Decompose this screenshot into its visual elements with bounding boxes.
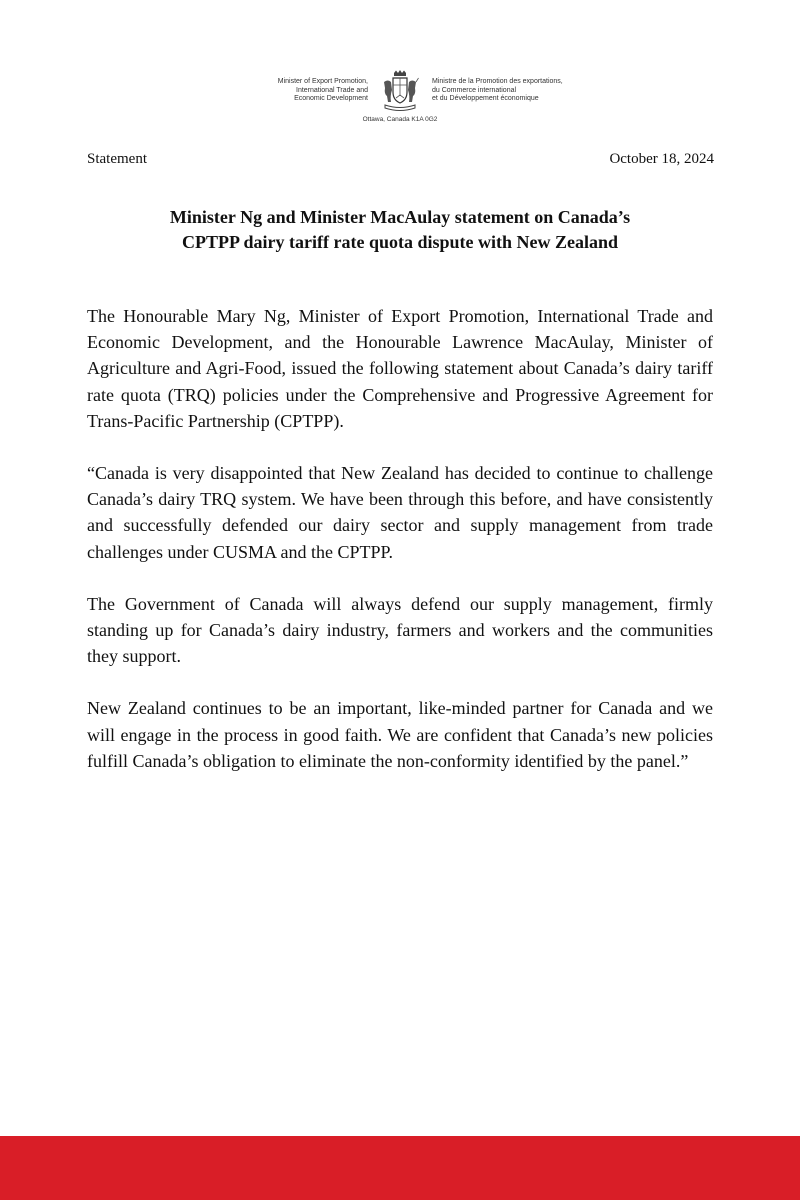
- letterhead-address: Ottawa, Canada K1A 0G2: [362, 116, 438, 123]
- body-paragraph-1: The Honourable Mary Ng, Minister of Export Promotion, International Trade and Economic Development, and the Honourable Lawrence MacAulay, Minister of Agriculture and Agri-Food, issued the following statement about Canada’s dairy tariff rate quota (TRQ) policies under the Comprehensive and Progressive Agreement for Trans-Pacific Partnership (CPTPP).: [87, 306, 713, 431]
- document-date: October 18, 2024: [609, 151, 714, 167]
- statement-title-line-2: CPTPP dairy tariff rate quota dispute with New Zealand: [182, 232, 618, 252]
- statement-title-line-1: Minister Ng and Minister MacAulay statement on Canada’s: [169, 207, 631, 227]
- document-type: Statement: [87, 151, 147, 167]
- body-paragraph-4: New Zealand continues to be an important, like-minded partner for Canada and we will engage in the process in good faith. We are confident that Canada’s new policies fulfill Canada’s obligation to eliminate the non-conformity identified by the panel.”: [87, 698, 713, 771]
- coat-of-arms-icon: [380, 70, 420, 114]
- body-paragraph-2: “Canada is very disappointed that New Zealand has decided to continue to challenge Canada’s dairy TRQ system. We have been through this before, and have consistently and successfully defended our dairy sector and supply management from trade challenges under CUSMA and the CPTPP.: [87, 463, 713, 562]
- letterhead-french-title: Ministre de la Promotion des exportations, du Commerce international et du Développement économique: [432, 78, 563, 102]
- footer-red-band: [0, 1136, 800, 1200]
- statement-body: [87, 303, 713, 800]
- letterhead: [0, 70, 800, 126]
- body-paragraph-3: The Government of Canada will always defend our supply management, firmly standing up for Canada’s dairy industry, farmers and workers and the communities they support.: [87, 593, 713, 667]
- letterhead-english-title: Minister of Export Promotion, International Trade and Economic Development: [277, 78, 368, 102]
- statement-title: [87, 205, 713, 255]
